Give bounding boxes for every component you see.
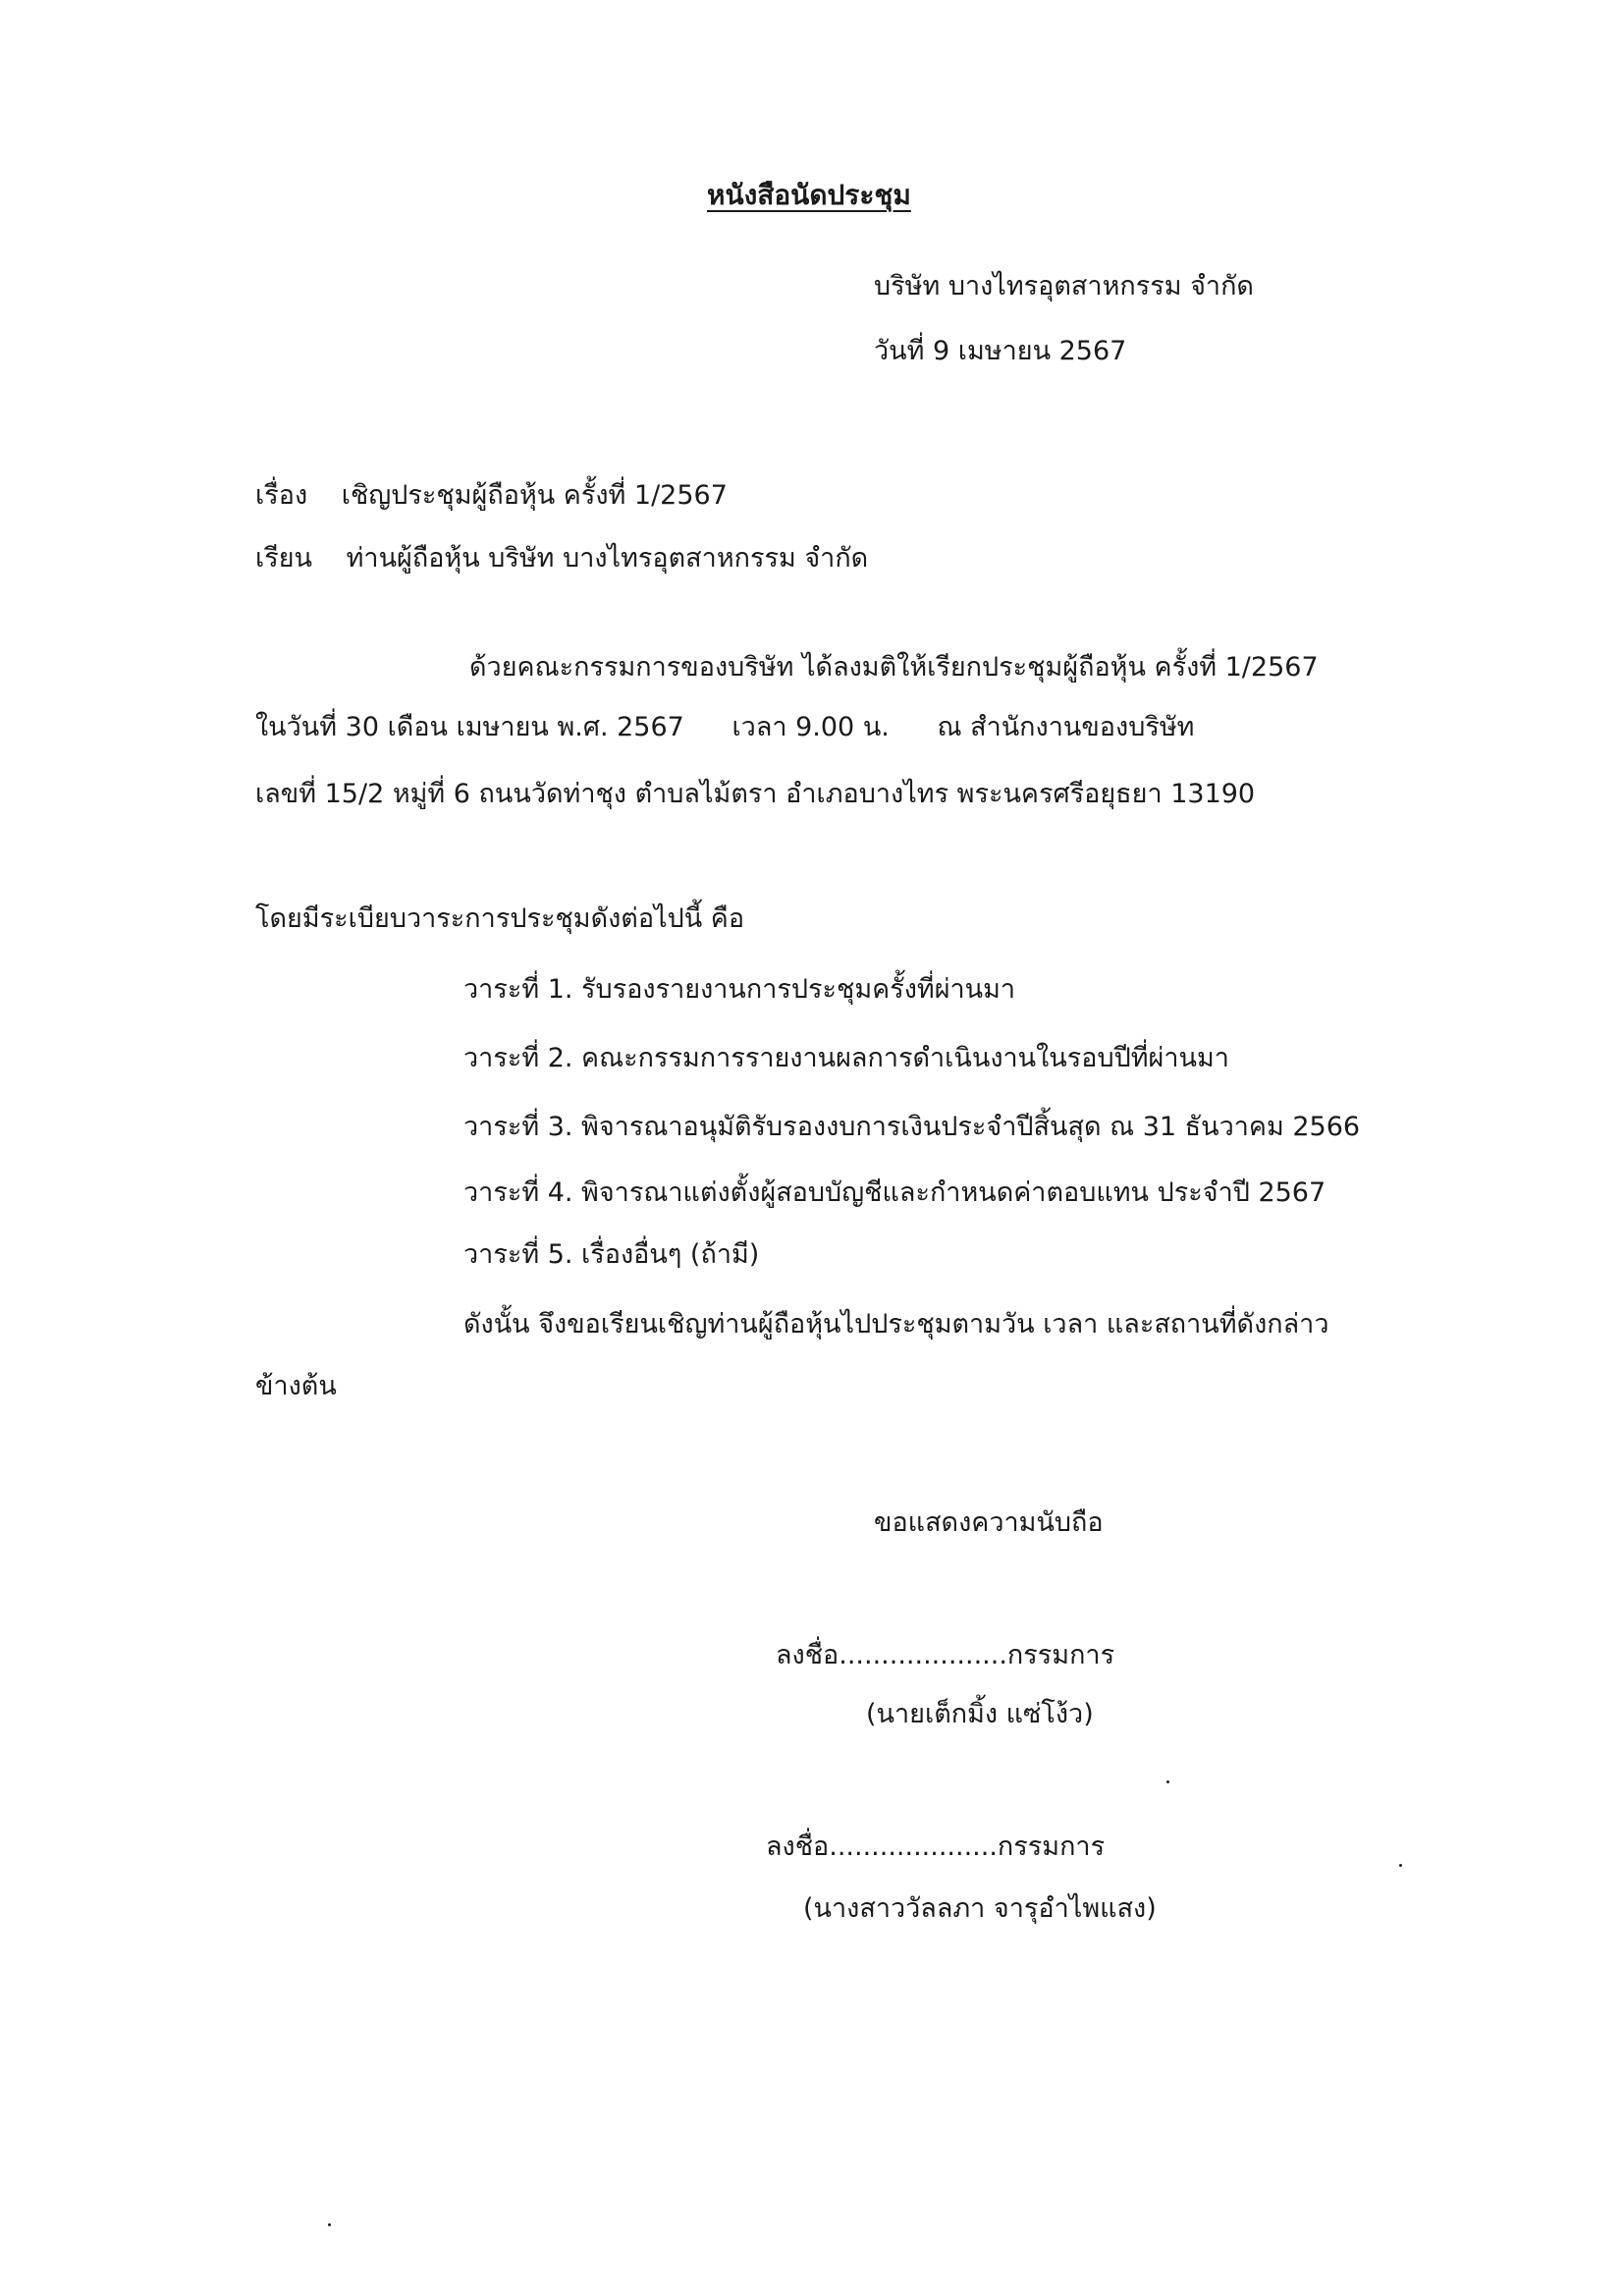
agenda-item: วาระที่ 4. พิจารณาแต่งตั้งผู้สอบบัญชีและกำหนดค่าตอบแทน ประจำปี 2567 [463,1177,1326,1208]
recipient-line [255,543,868,574]
document-title: หนังสือนัดประชุม [707,179,911,211]
agenda-item: วาระที่ 3. พิจารณาอนุมัติรับรองงบการเงินประจำปีสิ้นสุด ณ 31 ธันวาคม 2566 [463,1112,1361,1142]
letter-date: วันที่ 9 เมษายน 2567 [874,336,1127,366]
agenda-item: วาระที่ 1. รับรองรายงานการประชุมครั้งที่ผ่านมา [463,974,1016,1005]
subject-label: เรื่อง [255,480,308,511]
agenda-intro: โดยมีระเบียบวาระการประชุมดังต่อไปนี้ คือ [255,903,745,934]
signature-line-2: ลงชื่อ....................กรรมการ [766,1831,1106,1862]
closing-line-1: ดังนั้น จึงขอเรียนเชิญท่านผู้ถือหุ้นไปประชุมตามวัน เวลา และสถานที่ดังกล่าว [463,1309,1329,1339]
signatory-name-2: (นางสาววัลลภา จารุอำไพแสง) [803,1893,1157,1924]
agenda-item: วาระที่ 2. คณะกรรมการรายงานผลการดำเนินงานในรอบปีที่ผ่านมา [463,1043,1229,1073]
meeting-date: ในวันที่ 30 เดือน เมษายน พ.ศ. 2567 [255,712,684,742]
scan-speck [1166,1780,1169,1783]
company-name: บริษัท บางไทรอุตสาหกรรม จำกัด [874,271,1254,301]
agenda-item: วาระที่ 5. เรื่องอื่นๆ (ถ้ามี) [463,1239,760,1270]
closing-line-2: ข้างต้น [255,1371,337,1401]
meeting-place: ณ สำนักงานของบริษัท [937,712,1195,742]
recipient-text: ท่านผู้ถือหุ้น บริษัท บางไทรอุตสาหกรรม จำกัด [346,543,869,574]
subject-line [255,480,728,512]
regards: ขอแสดงความนับถือ [874,1507,1104,1538]
recipient-label: เรียน [255,543,313,574]
body-line-3: เลขที่ 15/2 หมู่ที่ 6 ถนนวัดท่าชุง ตำบลไม้ตรา อำเภอบางไทร พระนครศรีอยุธยา 13190 [255,779,1256,809]
signature-line-1: ลงชื่อ....................กรรมการ [776,1640,1115,1670]
scan-speck [328,2223,331,2226]
scan-speck [1399,1864,1402,1867]
body-line-2 [255,712,1194,743]
subject-text: เชิญประชุมผู้ถือหุ้น ครั้งที่ 1/2567 [341,480,728,511]
body-line-1: ด้วยคณะกรรมการของบริษัท ได้ลงมติให้เรียกประชุมผู้ถือหุ้น ครั้งที่ 1/2567 [469,652,1319,683]
meeting-time: เวลา 9.00 น. [731,712,890,742]
signatory-name-1: (นายเต็กมิ้ง แซ่โง้ว) [866,1699,1094,1729]
